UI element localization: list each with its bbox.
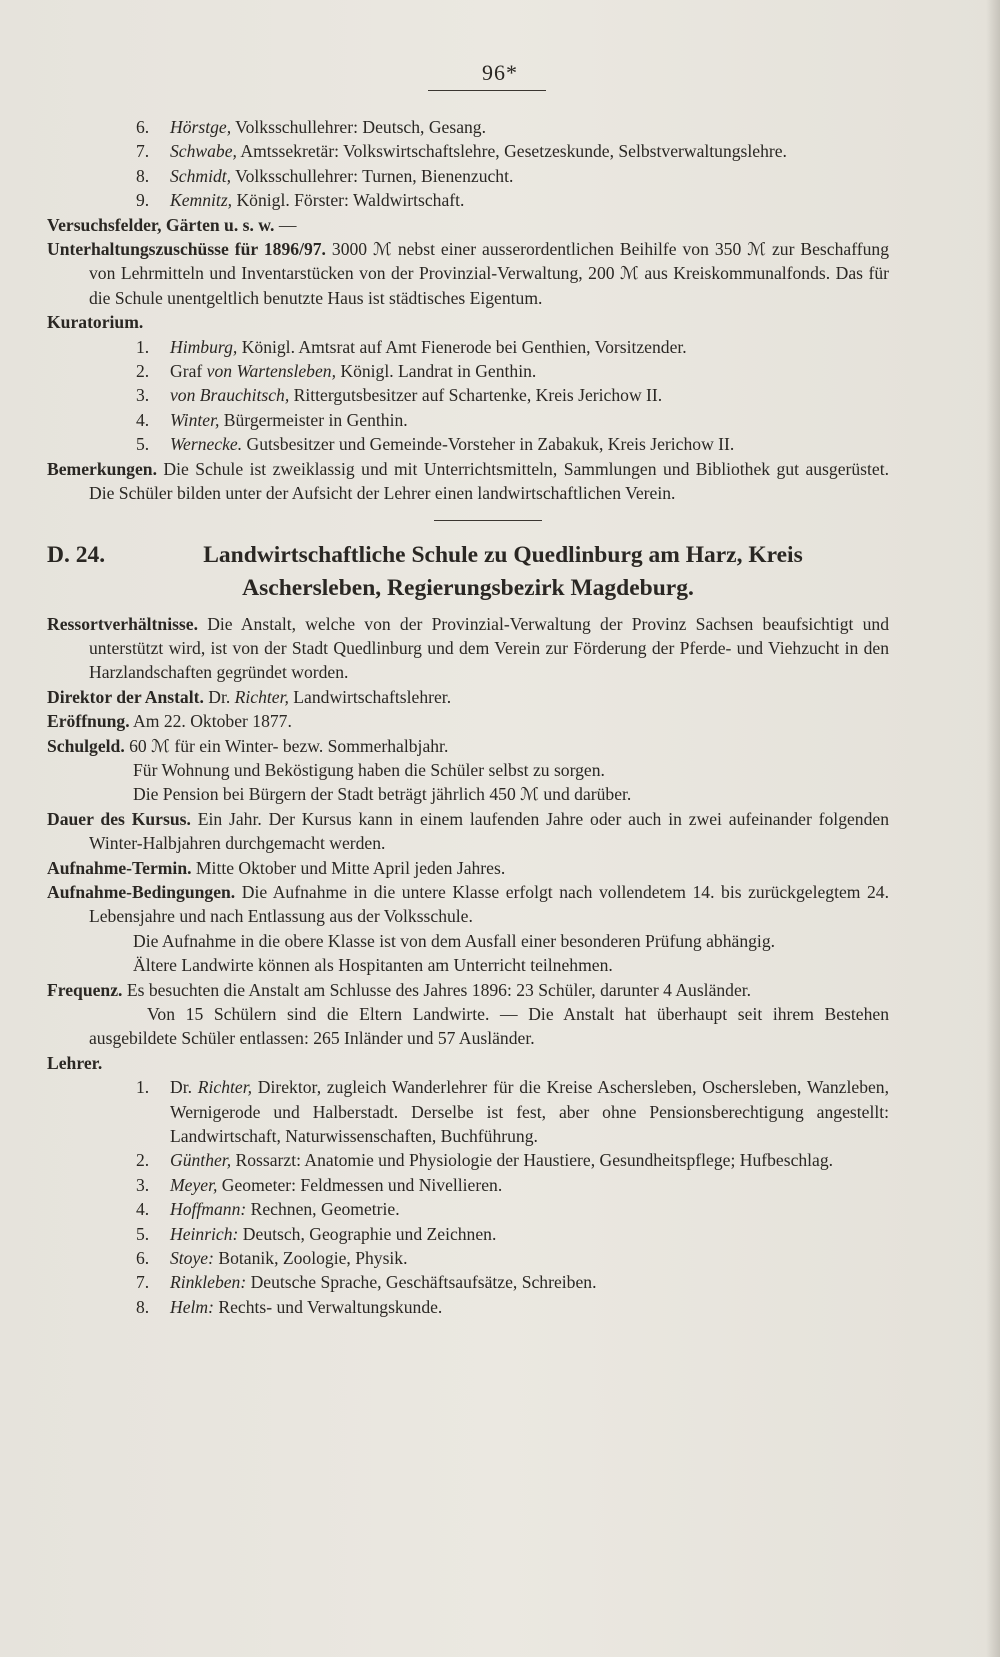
header-rule [428, 90, 546, 91]
schulgeld-note: Für Wohnung und Beköstigung haben die Schüler selbst zu sorgen. [133, 759, 605, 780]
kuratorium-list [47, 335, 889, 457]
versuchsfelder-paragraph: Versuchsfelder, Gärten u. s. w. — [47, 214, 297, 235]
list-item: 5. Wernecke. Gutsbesitzer und Gemeinde-Vorsteher in Zabakuk, Kreis Jerichow II. [136, 434, 735, 455]
list-item: 8. Helm: Rechts- und Verwaltungskunde. [136, 1296, 443, 1317]
section-title [47, 539, 889, 605]
eroeffnung-paragraph: Eröffnung. Am 22. Oktober 1877. [47, 711, 292, 732]
list-item: 7. Schwabe, Amtssekretär: Volkswirtschaftslehre, Gesetzeskunde, Selbstverwaltungslehre. [136, 141, 787, 162]
pension-note: Die Pension bei Bürgern der Stadt beträgt jährlich 450 ℳ und darüber. [133, 784, 632, 805]
teacher-list-top [47, 115, 889, 213]
unterhaltung-paragraph: Unterhaltungszuschüsse für 1896/97. 3000 ℳ nebst einer ausserordentlichen Beihilfe von 350 ℳ zur Beschaffung von Lehrmitteln und Inventarstücken von der Provinzial-Verwaltung, 200 ℳ aus Kreiskommunalfonds. Das für die Schule unentgeltlich benutzte Haus ist städtisches Eigentum. [47, 239, 889, 308]
bemerkungen-paragraph: Bemerkungen. Die Schule ist zweiklassig und mit Unterrichtsmitteln, Sammlungen und Bibliothek gut ausgerüstet. Die Schüler bilden unter der Aufsicht der Lehrer einen landwirtschaftlichen Verein. [47, 458, 889, 504]
list-item: 2. Günther, Rossarzt: Anatomie und Physiologie der Haustiere, Gesundheitspflege; Hufbeschlag. [136, 1150, 834, 1171]
kuratorium-heading: Kuratorium. [47, 312, 144, 333]
page-body [47, 115, 889, 1319]
list-item: 3. von Brauchitsch, Rittergutsbesitzer auf Schartenke, Kreis Jerichow II. [136, 385, 663, 406]
list-item: 4. Hoffmann: Rechnen, Geometrie. [136, 1199, 400, 1220]
frequenz-paragraph: Frequenz. Es besuchten die Anstalt am Schlusse des Jahres 1896: 23 Schüler, darunter 4 Ausländer. [47, 979, 752, 1000]
lehrer-list [47, 1075, 889, 1319]
schulgeld-paragraph: Schulgeld. 60 ℳ für ein Winter- bezw. Sommerhalbjahr. [47, 735, 449, 756]
page-edge-shadow [986, 0, 1000, 1657]
dauer-paragraph: Dauer des Kursus. Ein Jahr. Der Kursus kann in einem laufenden Jahre oder auch in zwei aufeinander folgenden Winter-Halbjahren durchgemacht werden. [47, 808, 889, 854]
list-item: 4. Winter, Bürgermeister in Genthin. [136, 409, 408, 430]
bedingungen-paragraph: Aufnahme-Bedingungen. Die Aufnahme in die untere Klasse erfolgt nach vollendetem 14. bis zurückgelegtem 24. Lebensjahre und nach Entlassung aus der Volksschule. [47, 881, 889, 927]
bedingungen-note: Die Aufnahme in die obere Klasse ist von dem Ausfall einer besonderen Prüfung abhängig. [133, 930, 776, 951]
list-item: 6. Stoye: Botanik, Zoologie, Physik. [136, 1248, 408, 1269]
section-title-line1: Landwirtschaftliche Schule zu Quedlinburg am Harz, Kreis [203, 541, 803, 568]
frequenz-note: Von 15 Schülern sind die Eltern Landwirte. — Die Anstalt hat überhaupt seit ihrem Bestehen ausgebildete Schüler entlassen: 265 Inländer und 57 Ausländer. [89, 1004, 889, 1049]
section-title-line2: Aschersleben, Regierungsbezirk Magdeburg. [242, 574, 694, 601]
direktor-paragraph: Direktor der Anstalt. Dr. Richter, Landwirtschaftslehrer. [47, 686, 452, 707]
list-item: 3. Meyer, Geometer: Feldmessen und Nivellieren. [136, 1174, 503, 1195]
list-item: 6. Hörstge, Volksschullehrer: Deutsch, Gesang. [136, 117, 486, 137]
list-item: 8. Schmidt, Volksschullehrer: Turnen, Bienenzucht. [136, 165, 514, 186]
list-item: 1. Dr. Richter, Direktor, zugleich Wanderlehrer für die Kreise Aschersleben, Oschersleben, Wanzleben, Wernigerode und Halberstadt. Derselbe ist fest, aber ohne Pensionsberechtigung angestellt: Landwirtschaft, Naturwissenschaften, Buchführung. [136, 1077, 889, 1147]
ressort-paragraph: Ressortverhältnisse. Die Anstalt, welche von der Provinzial-Verwaltung der Provinz Sachsen beaufsichtigt und unterstützt wird, ist von der Stadt Quedlinburg und dem Verein zur Förderung der Pferde- und Viehzucht in den Harzlandschaften gegründet worden. [47, 613, 889, 683]
section-separator [434, 520, 542, 521]
page-number: 96* [482, 60, 518, 85]
lehrer-heading: Lehrer. [47, 1052, 103, 1073]
list-item: 1. Himburg, Königl. Amtsrat auf Amt Fienerode bei Genthien, Vorsitzender. [136, 336, 687, 357]
list-item: 9. Kemnitz, Königl. Förster: Waldwirtschaft. [136, 190, 465, 211]
section-number: D. 24. [47, 541, 106, 568]
termin-paragraph: Aufnahme-Termin. Mitte Oktober und Mitte April jeden Jahres. [47, 857, 506, 878]
list-item: 7. Rinkleben: Deutsche Sprache, Geschäftsaufsätze, Schreiben. [136, 1272, 597, 1293]
list-item: 5. Heinrich: Deutsch, Geographie und Zeichnen. [136, 1223, 497, 1244]
list-item: 2. Graf von Wartensleben, Königl. Landrat in Genthin. [136, 361, 537, 382]
hospitanten-note: Ältere Landwirte können als Hospitanten am Unterricht teilnehmen. [133, 955, 613, 976]
